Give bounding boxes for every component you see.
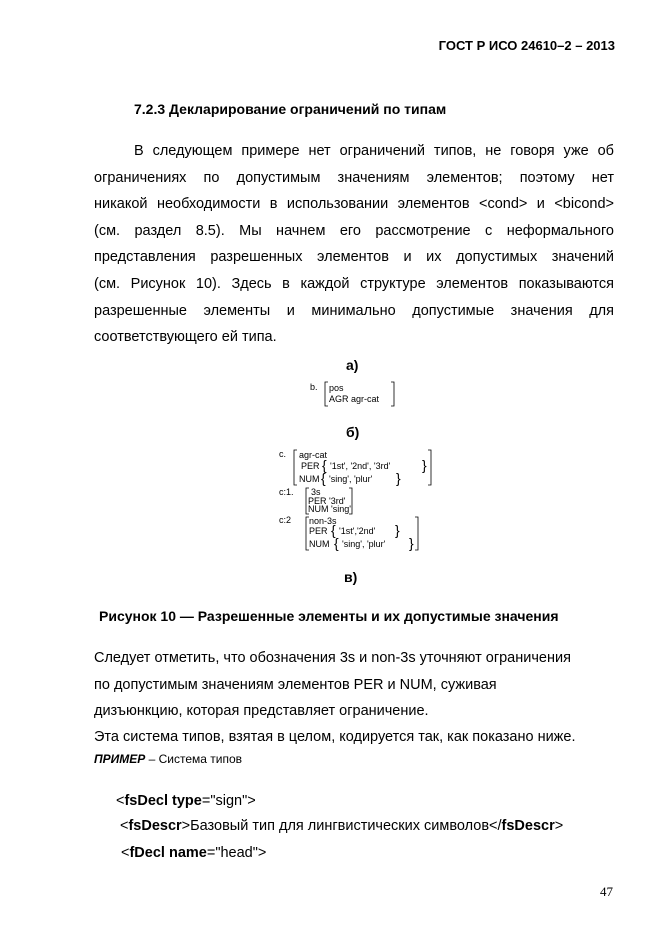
brace-close: } xyxy=(409,535,414,551)
intro-paragraph xyxy=(94,138,614,351)
note-line: дизъюнкцию, которая представляет ограничение. xyxy=(94,703,429,719)
figure-label-b: б) xyxy=(346,424,360,440)
fs-values: 'sing', 'plur' xyxy=(329,474,373,484)
fs-key: NUM xyxy=(309,539,330,549)
fs-values: '1st', '2nd', '3rd' xyxy=(330,461,391,471)
fs-key: NUM xyxy=(299,474,320,484)
fs-values: '1st','2nd' xyxy=(339,526,376,536)
note-line: Следует отметить, что обозначения 3s и non-3s уточняют ограничения xyxy=(94,650,571,666)
example-title: ПРИМЕР xyxy=(94,752,146,766)
fs-tag: b. xyxy=(310,382,318,392)
intro-line: В следующем примере нет ограничений типов, не говоря уже об xyxy=(134,143,614,159)
fs-tag: c:2 xyxy=(279,515,292,525)
fs-line: pos xyxy=(329,383,344,393)
intro-line: соответствующего ей типа. xyxy=(94,329,277,346)
intro-line: (см. Рисунок 10). Здесь в каждой структуре элементов показываются xyxy=(94,275,614,292)
brace-open: { xyxy=(331,522,336,538)
left-bracket xyxy=(325,382,328,406)
page-number: 47 xyxy=(600,884,613,899)
brace-close: } xyxy=(395,522,400,538)
note-line: Эта система типов, взятая в целом, кодируется так, как показано ниже. xyxy=(94,729,576,745)
example-dash: – xyxy=(145,752,159,766)
intro-line: представления разрешенных элементов и их допустимых значений xyxy=(94,249,614,266)
intro-line: ограничениях по допустимым значениям элементов; поэтому нет xyxy=(94,169,614,186)
feature-structure-b xyxy=(278,448,438,556)
figure-label-a: а) xyxy=(346,357,359,373)
fs-key: PER xyxy=(309,526,328,536)
example-label xyxy=(94,752,242,766)
fs-line: non-3s xyxy=(309,516,337,526)
brace-close: } xyxy=(422,457,427,473)
right-bracket xyxy=(391,382,394,406)
brace-open: { xyxy=(321,470,326,486)
fs-line: NUM 'sing' xyxy=(308,504,351,514)
section-heading: 7.2.3 Декларирование ограничений по типам xyxy=(134,101,447,117)
fs-tag: c:1. xyxy=(279,487,294,497)
intro-line: никакой необходимости в использовании элементов <cond> и <bicond> xyxy=(94,196,614,213)
feature-structure-a xyxy=(308,380,403,410)
brace-open: { xyxy=(334,535,339,551)
fs-line: agr-cat xyxy=(299,450,328,460)
right-bracket xyxy=(415,517,418,550)
fs-line: AGR agr-cat xyxy=(329,394,380,404)
document-header: ГОСТ Р ИСО 24610–2 – 2013 xyxy=(438,38,615,53)
right-bracket xyxy=(428,450,431,485)
fs-key: PER xyxy=(301,461,320,471)
figure-caption: Рисунок 10 — Разрешенные элементы и их допустимые значения xyxy=(99,608,559,624)
code-line: <fsDescr>Базовый тип для лингвистических символов</fsDescr> xyxy=(120,818,564,834)
brace-close: } xyxy=(396,470,401,486)
fs-line: PER '3rd' xyxy=(308,496,346,506)
figure-label-c: в) xyxy=(344,569,358,585)
code-line: <fDecl name="head"> xyxy=(121,845,267,861)
intro-line: разрешенные элементы и минимально допустимые значения для xyxy=(94,302,614,319)
fs-tag: c. xyxy=(279,449,287,459)
intro-line: (см. раздел 8.5). Мы начнем его рассмотрение с неформального xyxy=(94,222,614,239)
brace-open: { xyxy=(322,457,327,473)
left-bracket xyxy=(294,450,297,485)
code-line: <fsDecl type="sign"> xyxy=(116,793,256,809)
note-line: по допустимым значениям элементов PER и NUM, суживая xyxy=(94,677,497,693)
example-text: Система типов xyxy=(158,752,243,766)
fs-line: 3s xyxy=(311,487,321,497)
fs-values: 'sing', 'plur' xyxy=(342,539,386,549)
